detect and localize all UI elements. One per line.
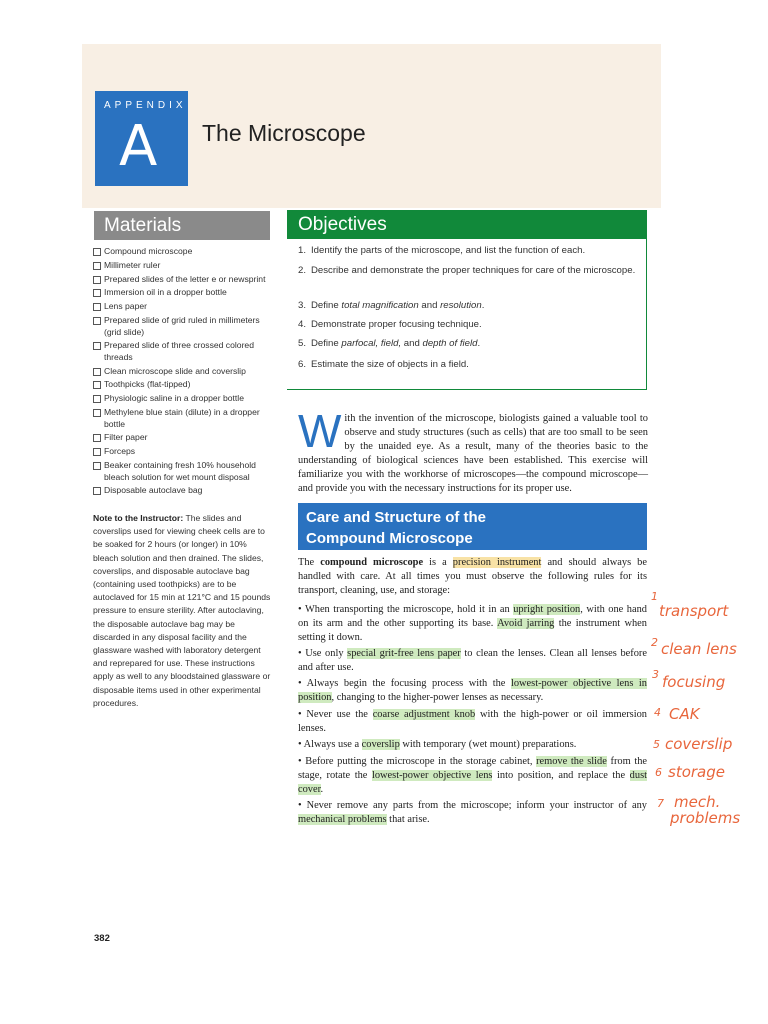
annotation-note: CAK bbox=[669, 705, 700, 723]
instructor-note bbox=[93, 512, 273, 710]
objective-item: 4. Demonstrate proper focusing technique. bbox=[298, 319, 482, 330]
rule-coverslip: • Always use a coverslip with temporary (wet mount) preparations. bbox=[298, 739, 577, 750]
checkbox-icon bbox=[93, 342, 101, 350]
list-item: Prepared slide of grid ruled in millimeters (grid slide) bbox=[93, 315, 273, 338]
objective-item: 2. Describe and demonstrate the proper techniques for care of the microscope. bbox=[298, 265, 636, 276]
checkbox-icon bbox=[93, 434, 101, 442]
list-item: Prepared slides of the letter e or newsprint bbox=[93, 274, 273, 286]
objective-item: 1. Identify the parts of the microscope, and list the function of each. bbox=[298, 245, 586, 256]
checkbox-icon bbox=[93, 368, 101, 376]
annotation-note: coverslip bbox=[665, 735, 733, 753]
checkbox-icon bbox=[93, 448, 101, 456]
list-item: Filter paper bbox=[93, 432, 273, 444]
annotation-note: mech. bbox=[674, 793, 721, 811]
checkbox-icon bbox=[93, 381, 101, 389]
checkbox-icon bbox=[93, 262, 101, 270]
objective-item: 6. Estimate the size of objects in a field. bbox=[298, 359, 469, 370]
list-item: Lens paper bbox=[93, 301, 273, 313]
section-heading: Care and Structure of the Compound Microscope bbox=[298, 503, 647, 550]
instructor-note-text: The slides and coverslips used for viewing cheek cells are to be soaked for 2 hours (or longer) in 10% bleach solution and then drained. The slides, coverslips, and disposable autoclave bag (containing used toothpicks) are to be autoclaved for 15 min at 121°C and 15 pounds pressure to ensure sterility. After autoclaving, the disposable autoclave bag may be discarded in any disposal facility and the glassware washed with laboratory detergent and reprepared for use. These instructions apply as well to any bloodstained glassware or disposable items used in other experimental procedures. bbox=[93, 513, 271, 708]
rule-coarse-adjustment: • Never use the coarse adjustment knob with the high-power or oil immersion lenses. bbox=[298, 709, 647, 734]
annotation-number: 1 bbox=[651, 590, 658, 603]
objective-item: 3. Define total magnification and resolution. bbox=[298, 300, 485, 311]
rule-clean-lens: • Use only special grit-free lens paper to clean the lenses. Clean all lenses before and after use. bbox=[298, 648, 647, 673]
annotation-number: 2 bbox=[651, 636, 658, 649]
list-item: Compound microscope bbox=[93, 246, 273, 258]
objectives-heading: Objectives bbox=[287, 210, 647, 239]
list-item: Physiologic saline in a dropper bottle bbox=[93, 393, 273, 405]
appendix-letter: A bbox=[119, 114, 158, 179]
checkbox-icon bbox=[93, 248, 101, 256]
materials-heading: Materials bbox=[94, 211, 270, 240]
list-item: Disposable autoclave bag bbox=[93, 485, 273, 497]
annotation-number: 5 bbox=[653, 738, 660, 751]
list-item: Methylene blue stain (dilute) in a dropper bottle bbox=[93, 407, 273, 430]
annotation-note: transport bbox=[659, 602, 729, 620]
checkbox-icon bbox=[93, 317, 101, 325]
page-title: The Microscope bbox=[202, 120, 366, 146]
annotation-note: focusing bbox=[662, 673, 726, 691]
section-paragraph: The compound microscope is a precision instrument and should always be handled with care. At all times you must observe the following rules for its transport, cleaning, use, and storage: bbox=[298, 557, 647, 596]
rule-no-removal: • Never remove any parts from the microscope; inform your instructor of any mechanical problems that arise. bbox=[298, 800, 647, 825]
checkbox-icon bbox=[93, 395, 101, 403]
checkbox-icon bbox=[93, 303, 101, 311]
checkbox-icon bbox=[93, 487, 101, 495]
annotation-number: 4 bbox=[654, 706, 661, 719]
checkbox-icon bbox=[93, 276, 101, 284]
list-item: Immersion oil in a dropper bottle bbox=[93, 287, 273, 299]
annotation-note: clean lens bbox=[661, 640, 737, 658]
objective-item: 5. Define parfocal, field, and depth of field. bbox=[298, 338, 481, 349]
appendix-badge bbox=[95, 91, 188, 186]
list-item: Clean microscope slide and coverslip bbox=[93, 366, 273, 378]
rule-focusing: • Always begin the focusing process with the lowest-power objective lens in position, changing to the higher-power lenses as necessary. bbox=[298, 678, 648, 703]
page-number: 382 bbox=[94, 933, 110, 944]
list-item: Millimeter ruler bbox=[93, 260, 273, 272]
annotation-number: 7 bbox=[657, 797, 664, 810]
annotation-note: problems bbox=[670, 809, 741, 827]
list-item: Toothpicks (flat-tipped) bbox=[93, 379, 273, 391]
drop-cap: W bbox=[298, 405, 342, 457]
list-item: Forceps bbox=[93, 446, 273, 458]
materials-list bbox=[93, 246, 273, 499]
checkbox-icon bbox=[93, 409, 101, 417]
intro-paragraph: With the invention of the microscope, biologists gained a valuable tool to observe and study structures (such as cells) that are too small to be seen by the unaided eye. As a result, many of the theories basic to the understanding of biological sciences have been established. This exercise will familiarize you with the workhorse of microscopes—the compound microscope—and provide you with the necessary instructions for its proper use. bbox=[298, 405, 648, 494]
checkbox-icon bbox=[93, 462, 101, 470]
list-item: Prepared slide of three crossed colored threads bbox=[93, 340, 273, 363]
annotation-number: 3 bbox=[652, 668, 659, 681]
annotation-note: storage bbox=[668, 763, 725, 781]
rule-storage: • Before putting the microscope in the storage cabinet, remove the slide from the stage, rotate the lowest-power objective lens into position, and replace the dust cover. bbox=[298, 756, 648, 795]
instructor-note-label: Note to the Instructor: bbox=[93, 513, 184, 523]
list-item: Beaker containing fresh 10% household bleach solution for wet mount disposal bbox=[93, 460, 273, 483]
appendix-label: APPENDIX bbox=[104, 100, 187, 111]
checkbox-icon bbox=[93, 289, 101, 297]
annotation-number: 6 bbox=[655, 766, 662, 779]
rule-transport: • When transporting the microscope, hold it in an upright position, with one hand on its arm and the other supporting its base. Avoid jarring the instrument when setting it down. bbox=[298, 604, 647, 643]
